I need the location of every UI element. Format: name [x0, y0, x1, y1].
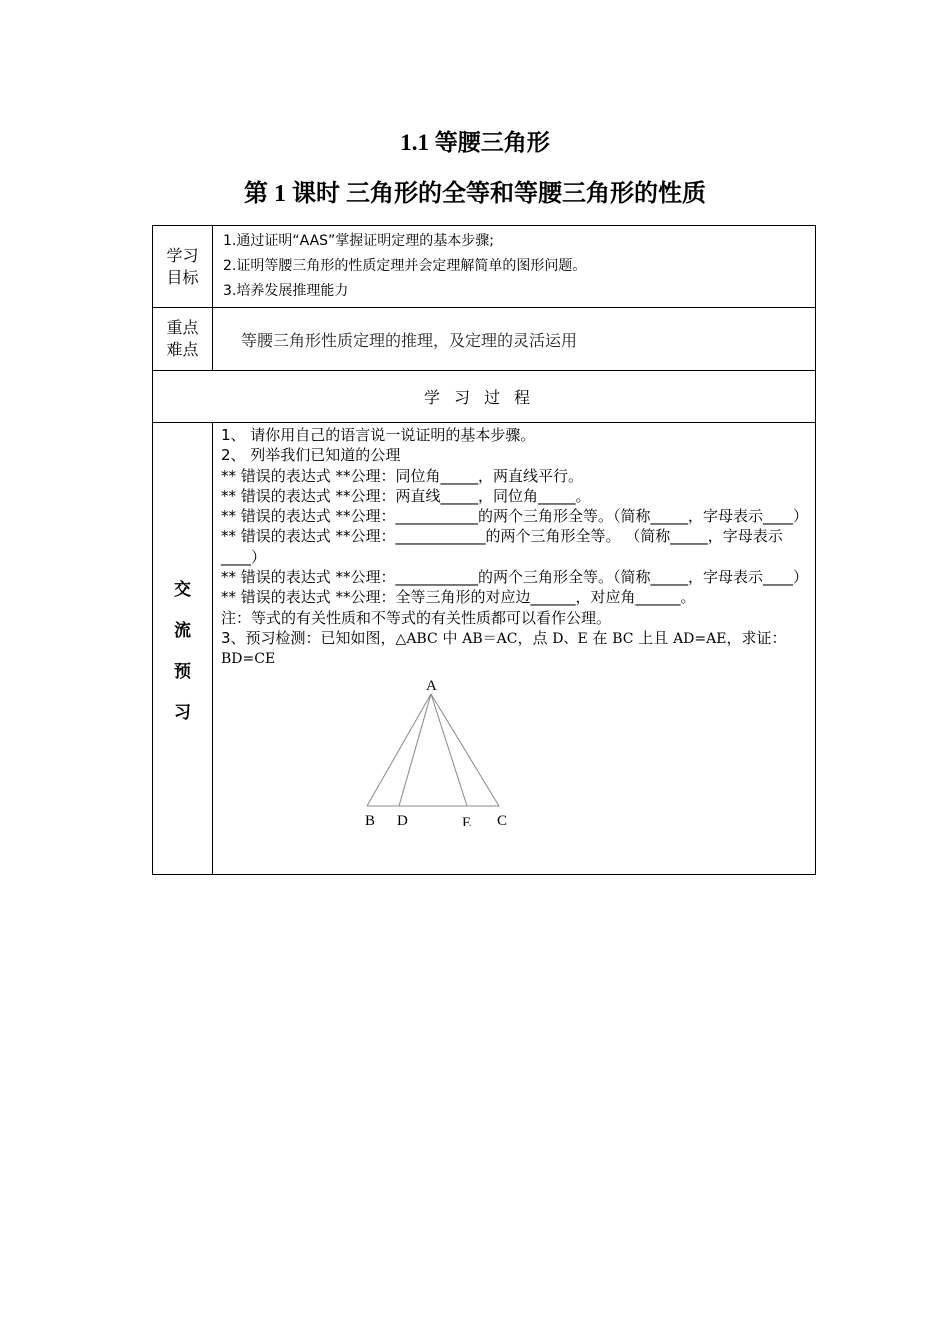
- goal-item: 2.证明等腰三角形的性质定理并会定理解简单的图形问题。: [223, 258, 587, 274]
- triangle-figure: [221, 676, 551, 826]
- goal-item: 1.通过证明“AAS”掌握证明定理的基本步骤;: [223, 233, 495, 249]
- process-header: 学习过程: [153, 371, 816, 423]
- question-1: 1、 请你用自己的语言说一说证明的基本步骤。: [221, 426, 536, 444]
- label-a: A: [426, 677, 437, 694]
- axiom-line: ** 错误的表达式 **公理：___________的两个三角形全等。（简称_____，字母表示____）: [221, 507, 809, 526]
- segment-ad: [399, 694, 431, 806]
- side-label: 交 流 预 习: [153, 423, 213, 875]
- preview-content: [213, 423, 816, 875]
- keypoints-text: 等腰三角形性质定理的推理，及定理的灵活运用: [213, 308, 816, 371]
- segment-ae: [431, 694, 467, 806]
- label-b: B: [365, 812, 376, 826]
- axiom-line: ** 错误的表达式 **公理：两直线_____，同位角_____。: [221, 486, 591, 505]
- goals-content: [213, 226, 816, 308]
- keypoints-row: [153, 308, 816, 371]
- question-3: 3、预习检测：已知如图，△ABC 中 AB＝AC，点 D、E 在 BC 上且 AD=AE，求证：: [221, 628, 787, 647]
- note: 注：等式的有关性质和不等式的有关性质都可以看作公理。: [221, 608, 612, 627]
- axiom-line: ** 错误的表达式 **公理：全等三角形的对应边______，对应角______。: [221, 588, 696, 607]
- keypoints-label: 重点 难点: [153, 308, 213, 371]
- lesson-table: [152, 225, 816, 875]
- axiom-line: ** 错误的表达式 **公理：____________的两个三角形全等。 （简称_____，字母表示____）: [221, 527, 783, 566]
- process-row: [153, 371, 816, 423]
- axiom-line: ** 错误的表达式 **公理：同位角_____，两直线平行。: [221, 466, 584, 485]
- preview-row: [153, 423, 816, 875]
- page-title: 1.1 等腰三角形: [400, 130, 550, 155]
- question-2: 2、 列举我们已知道的公理: [221, 446, 401, 465]
- label-d: D: [397, 812, 408, 826]
- label-c: C: [497, 812, 508, 826]
- side-ab: [367, 694, 431, 806]
- goal-item: 3.培养发展推理能力: [223, 283, 349, 299]
- goals-label: 学习 目标: [153, 226, 213, 308]
- side-ac: [431, 694, 499, 806]
- axiom-line: ** 错误的表达式 **公理：___________的两个三角形全等。（简称_____，字母表示____）: [221, 568, 809, 587]
- question-3-goal: BD=CE: [221, 651, 276, 668]
- page-subtitle: 第 1 课时 三角形的全等和等腰三角形的性质: [244, 181, 706, 207]
- label-e: E: [462, 814, 472, 826]
- goals-row: [153, 226, 816, 308]
